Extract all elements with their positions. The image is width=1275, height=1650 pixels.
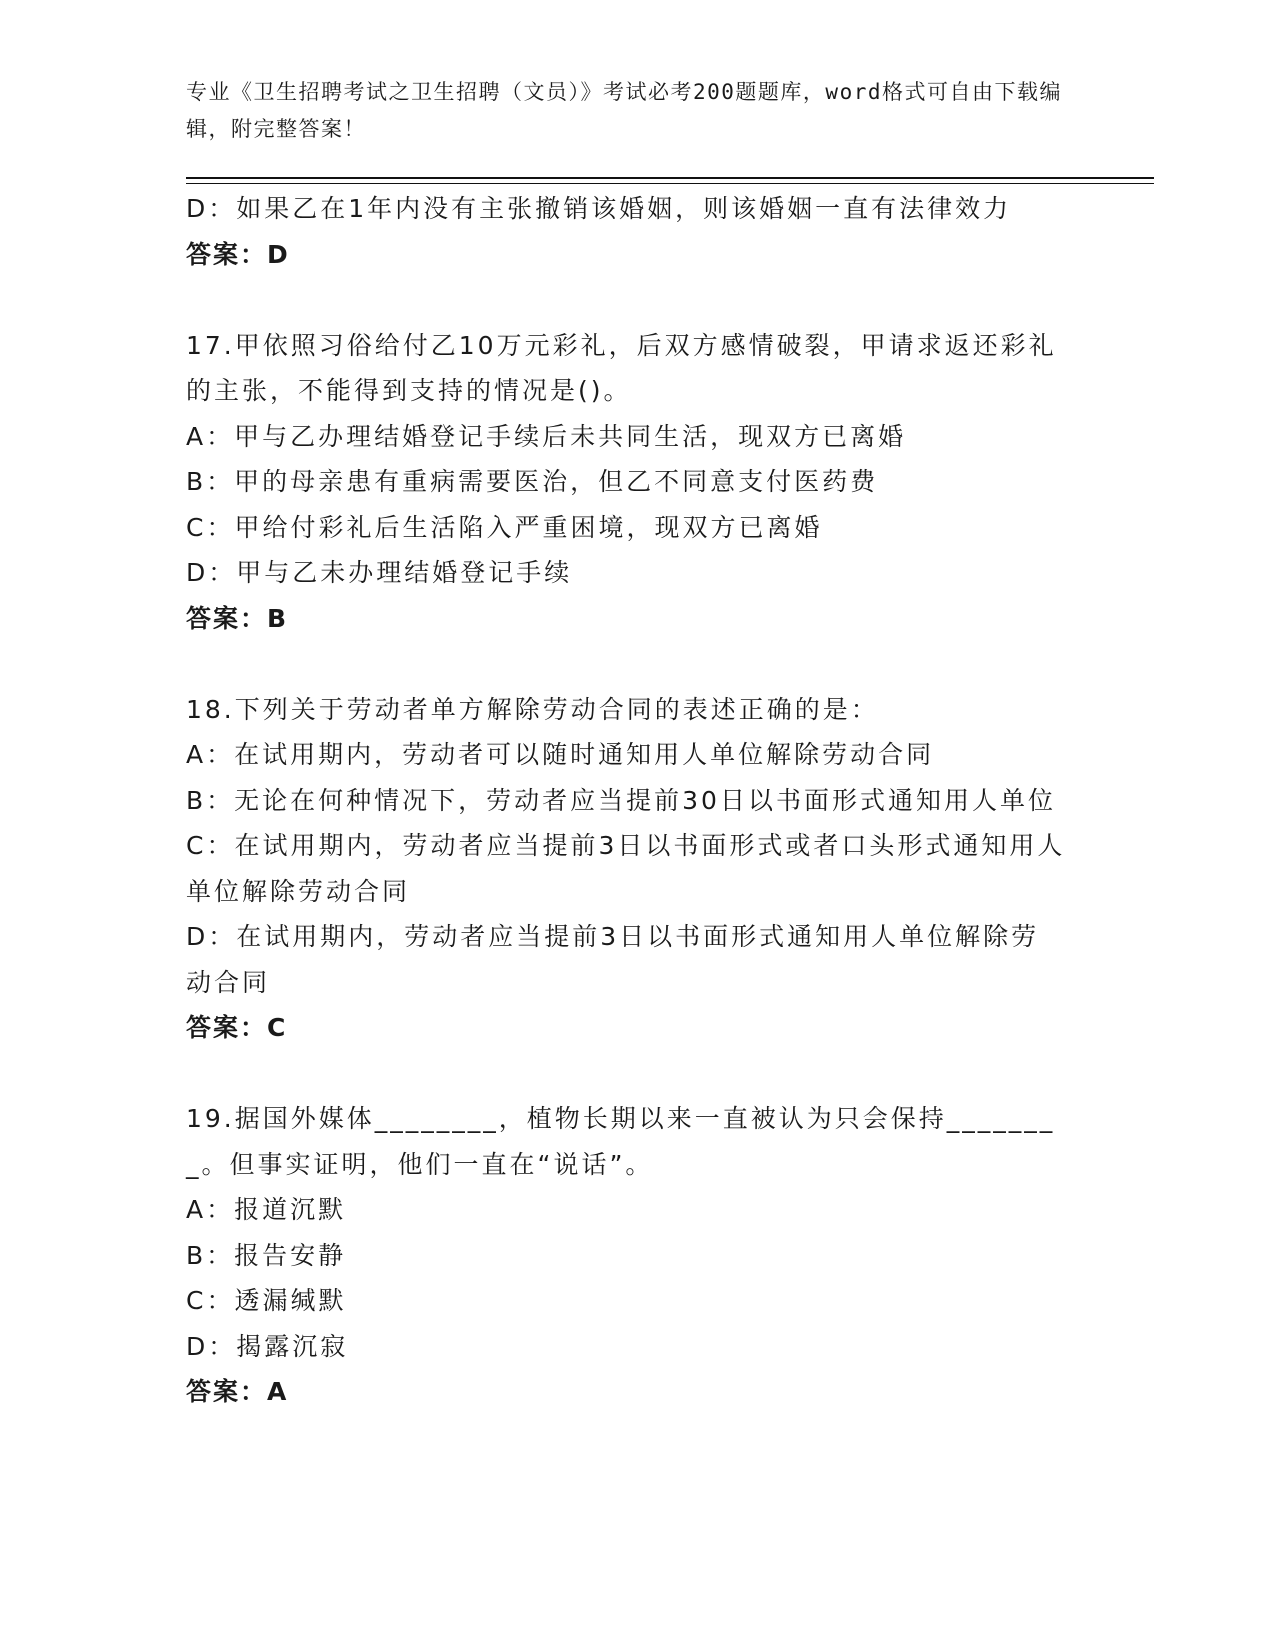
option-b: B：无论在何种情况下，劳动者应当提前30日以书面形式通知用人单位 [186,785,1056,815]
answer: 答案：A [186,1377,289,1406]
option-a: A：在试用期内，劳动者可以随时通知用人单位解除劳动合同 [186,740,935,769]
option-d: D：在试用期内，劳动者应当提前3日以书面形式通知用人单位解除劳动合同 [186,922,1040,997]
spacer [186,1051,1066,1097]
question-18 [186,687,1066,1051]
header-rule [186,177,1154,179]
option-d: D：揭露沉寂 [186,1331,349,1361]
question-stem: 17.甲依照习俗给付乙10万元彩礼，后双方感情破裂，甲请求返还彩礼的主张，不能得到支持的情况是()。 [186,330,1057,405]
option-d: D：如果乙在1年内没有主张撤销该婚姻，则该婚姻一直有法律效力 [186,194,1012,223]
carryover-block [186,186,1066,277]
question-19 [186,1096,1066,1415]
question-stem: 18.下列关于劳动者单方解除劳动合同的表述正确的是： [186,694,879,724]
answer: 答案：B [186,603,289,633]
answer: 答案：D [186,239,290,269]
option-c: C：甲给付彩礼后生活陷入严重困境，现双方已离婚 [186,512,823,542]
answer: 答案：C [186,1013,288,1042]
header-text: 专业《卫生招聘考试之卫生招聘（文员）》考试必考200题题库，word格式可自由下载编辑，附完整答案！ [186,80,1062,141]
question-stem: 19.据国外媒体________，植物长期以来一直被认为只会保持________。但事实证明，他们一直在“说话”。 [186,1104,1056,1179]
option-a: A：报道沉默 [186,1195,347,1224]
option-a: A：甲与乙办理结婚登记手续后未共同生活，现双方已离婚 [186,421,907,451]
spacer [186,277,1066,323]
document-body [186,186,1066,1415]
header-rule-thin [186,183,1154,184]
question-17 [186,323,1066,642]
page-header [186,74,1066,148]
option-b: B：甲的母亲患有重病需要医治，但乙不同意支付医药费 [186,467,879,496]
option-d: D：甲与乙未办理结婚登记手续 [186,558,573,587]
spacer [186,641,1066,687]
option-c: C：在试用期内，劳动者应当提前3日以书面形式或者口头形式通知用人单位解除劳动合同 [186,831,1066,906]
option-c: C：透漏缄默 [186,1286,347,1315]
option-b: B：报告安静 [186,1240,347,1270]
